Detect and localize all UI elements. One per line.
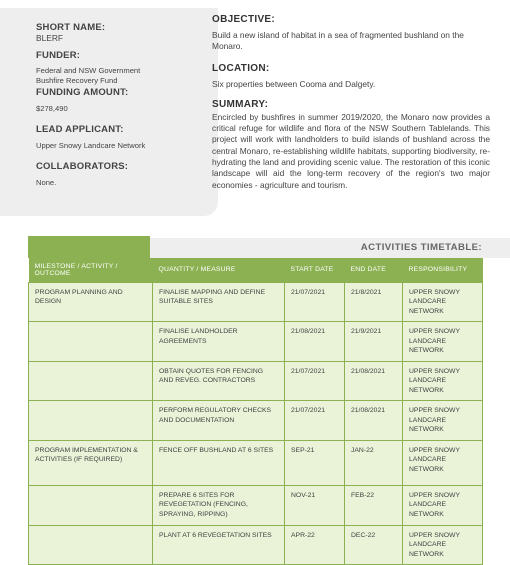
cell-quantity: PLANT AT 6 REVEGETATION SITES (153, 525, 285, 565)
table-row (29, 282, 483, 322)
cell-start-date: 21/07/2021 (285, 361, 345, 401)
header-responsibility: RESPONSIBILITY (403, 258, 483, 282)
summary-label: SUMMARY: (212, 98, 269, 110)
header-milestone: MILESTONE / ACTIVITY / OUTCOME (29, 258, 153, 282)
cell-responsibility: UPPER SNOWY LANDCARE NETWORK (403, 440, 483, 485)
location-label: LOCATION: (212, 62, 270, 74)
cell-quantity: OBTAIN QUOTES FOR FENCING AND REVEG. CONTRACTORS (153, 361, 285, 401)
cell-start-date: 21/07/2021 (285, 282, 345, 322)
project-details (212, 14, 490, 191)
cell-quantity: FINALISE LANDHOLDER AGREEMENTS (153, 322, 285, 362)
table-header-row (29, 258, 483, 282)
cell-responsibility: UPPER SNOWY LANDCARE NETWORK (403, 485, 483, 525)
cell-milestone: PROGRAM IMPLEMENTATION & ACTIVITIES (IF REQUIRED) (29, 440, 153, 485)
collaborators-label: COLLABORATORS: (36, 161, 129, 172)
cell-milestone (29, 401, 153, 441)
cell-responsibility: UPPER SNOWY LANDCARE NETWORK (403, 361, 483, 401)
cell-end-date: 21/08/2021 (345, 401, 403, 441)
cell-responsibility: UPPER SNOWY LANDCARE NETWORK (403, 282, 483, 322)
project-info-card (0, 8, 218, 216)
location-text: Six properties between Cooma and Dalgety. (212, 78, 376, 89)
lead-applicant-label: LEAD APPLICANT: (36, 124, 124, 135)
header-quantity: QUANTITY / MEASURE (153, 258, 285, 282)
cell-start-date: APR-22 (285, 525, 345, 565)
short-name-label: SHORT NAME: (36, 22, 106, 33)
table-row (29, 485, 483, 525)
cell-responsibility: UPPER SNOWY LANDCARE NETWORK (403, 525, 483, 565)
cell-start-date: 21/08/2021 (285, 322, 345, 362)
funding-amount-value: $278,490 (36, 104, 68, 113)
cell-responsibility: UPPER SNOWY LANDCARE NETWORK (403, 401, 483, 441)
table-row (29, 401, 483, 441)
collaborators-value: None. (36, 178, 57, 187)
cell-milestone (29, 361, 153, 401)
table-row (29, 440, 483, 485)
funder-value: Federal and NSW Government Bushfire Recovery Fund (36, 66, 141, 85)
summary-text: Encircled by bushfires in summer 2019/2020, the Monaro now provides a critical refuge for wildlife and flora of the NSW Southern Tablelands. This project will work with landholders to build islands of bushland across the central Monaro, re-establishing wildlife habitats, supporting biodiversity, re-hydrating the land and providing scenic value. The restoration of this iconic landscape will aid the long-term recovery of the region's two major economies - agriculture and tourism. (212, 111, 490, 190)
cell-end-date: DEC-22 (345, 525, 403, 565)
cell-milestone (29, 525, 153, 565)
lead-applicant-value: Upper Snowy Landcare Network (36, 141, 146, 150)
table-row (29, 361, 483, 401)
header-start-date: START DATE (285, 258, 345, 282)
objective-label: OBJECTIVE: (212, 14, 276, 25)
cell-start-date: SEP-21 (285, 440, 345, 485)
cell-end-date: FEB-22 (345, 485, 403, 525)
table-row (29, 525, 483, 565)
cell-milestone: PROGRAM PLANNING AND DESIGN (29, 282, 153, 322)
cell-end-date: JAN-22 (345, 440, 403, 485)
cell-end-date: 21/08/2021 (345, 361, 403, 401)
cell-end-date: 21/8/2021 (345, 282, 403, 322)
timetable-accent-bar (28, 236, 150, 258)
cell-milestone (29, 322, 153, 362)
cell-milestone (29, 485, 153, 525)
activities-table (28, 258, 483, 565)
cell-start-date: 21/07/2021 (285, 401, 345, 441)
cell-start-date: NOV-21 (285, 485, 345, 525)
cell-quantity: FINALISE MAPPING AND DEFINE SUITABLE SITES (153, 282, 285, 322)
short-name-value: BLERF (36, 33, 63, 43)
cell-quantity: FENCE OFF BUSHLAND AT 6 SITES (153, 440, 285, 485)
cell-responsibility: UPPER SNOWY LANDCARE NETWORK (403, 322, 483, 362)
objective-text: Build a new island of habitat in a sea of fragmented bushland on the Monaro. (212, 30, 464, 52)
header-end-date: END DATE (345, 258, 403, 282)
cell-quantity: PERFORM REGULATORY CHECKS AND DOCUMENTATION (153, 401, 285, 441)
cell-quantity: PREPARE 6 SITES FOR REVEGETATION (FENCING, SPRAYING, RIPPING) (153, 485, 285, 525)
funding-amount-label: FUNDING AMOUNT: (36, 87, 129, 98)
cell-end-date: 21/9/2021 (345, 322, 403, 362)
funder-label: FUNDER: (36, 50, 81, 61)
table-row (29, 322, 483, 362)
timetable-title: ACTIVITIES TIMETABLE: (150, 238, 510, 258)
